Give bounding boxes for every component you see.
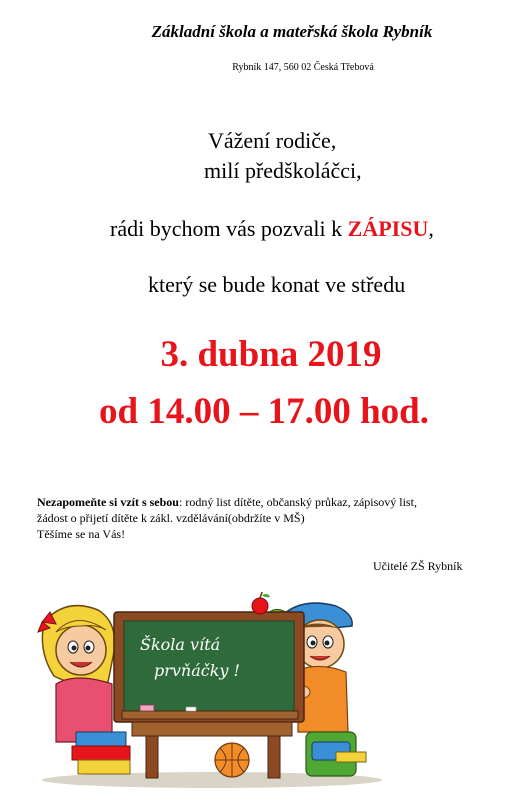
greeting-parents: Vážení rodiče, (208, 128, 337, 153)
greeting-preschoolers: milí předškoláčci, (204, 158, 362, 183)
reminder-closing: Těšíme se na Vás! (37, 527, 126, 541)
enrollment-highlight: ZÁPISU (347, 216, 429, 241)
girl-character (38, 606, 115, 742)
invitation-text: rádi bychom vás pozvali k (110, 216, 348, 241)
event-time: od 14.00 – 17.00 hod. (99, 391, 429, 432)
reminder-note (37, 494, 487, 542)
school-bag (306, 732, 366, 776)
reminder-label: Nezapomeňte si vzít s sebou (37, 495, 179, 509)
book-stack (72, 732, 130, 774)
weekday-line: který se bude konat ve středu (148, 272, 406, 297)
reminder-items-2: žádost o přijetí dítěte k zákl. vzdělávání(obdržíte v MŠ) (37, 511, 305, 525)
signature: Učitelé ZŠ Rybník (373, 559, 463, 573)
school-address: Rybník 147, 560 02 Česká Třebová (232, 62, 374, 73)
event-date: 3. dubna 2019 (160, 334, 382, 375)
ball (215, 743, 249, 777)
invitation-line (110, 216, 434, 242)
apple (252, 592, 270, 614)
desk (132, 722, 292, 778)
chalk (186, 707, 196, 711)
school-illustration (36, 592, 382, 788)
chalkboard (114, 612, 304, 722)
chalk-greeting-line2: prvňáčky ! (154, 661, 240, 680)
reminder-items-1: : rodný list dítěte, občanský průkaz, zápisový list, (178, 495, 417, 509)
school-name: Základní škola a mateřská škola Rybník (151, 22, 433, 41)
eraser (140, 705, 154, 711)
invitation-suffix: , (428, 216, 434, 241)
chalk-greeting-line1: Škola vítá (140, 635, 221, 654)
